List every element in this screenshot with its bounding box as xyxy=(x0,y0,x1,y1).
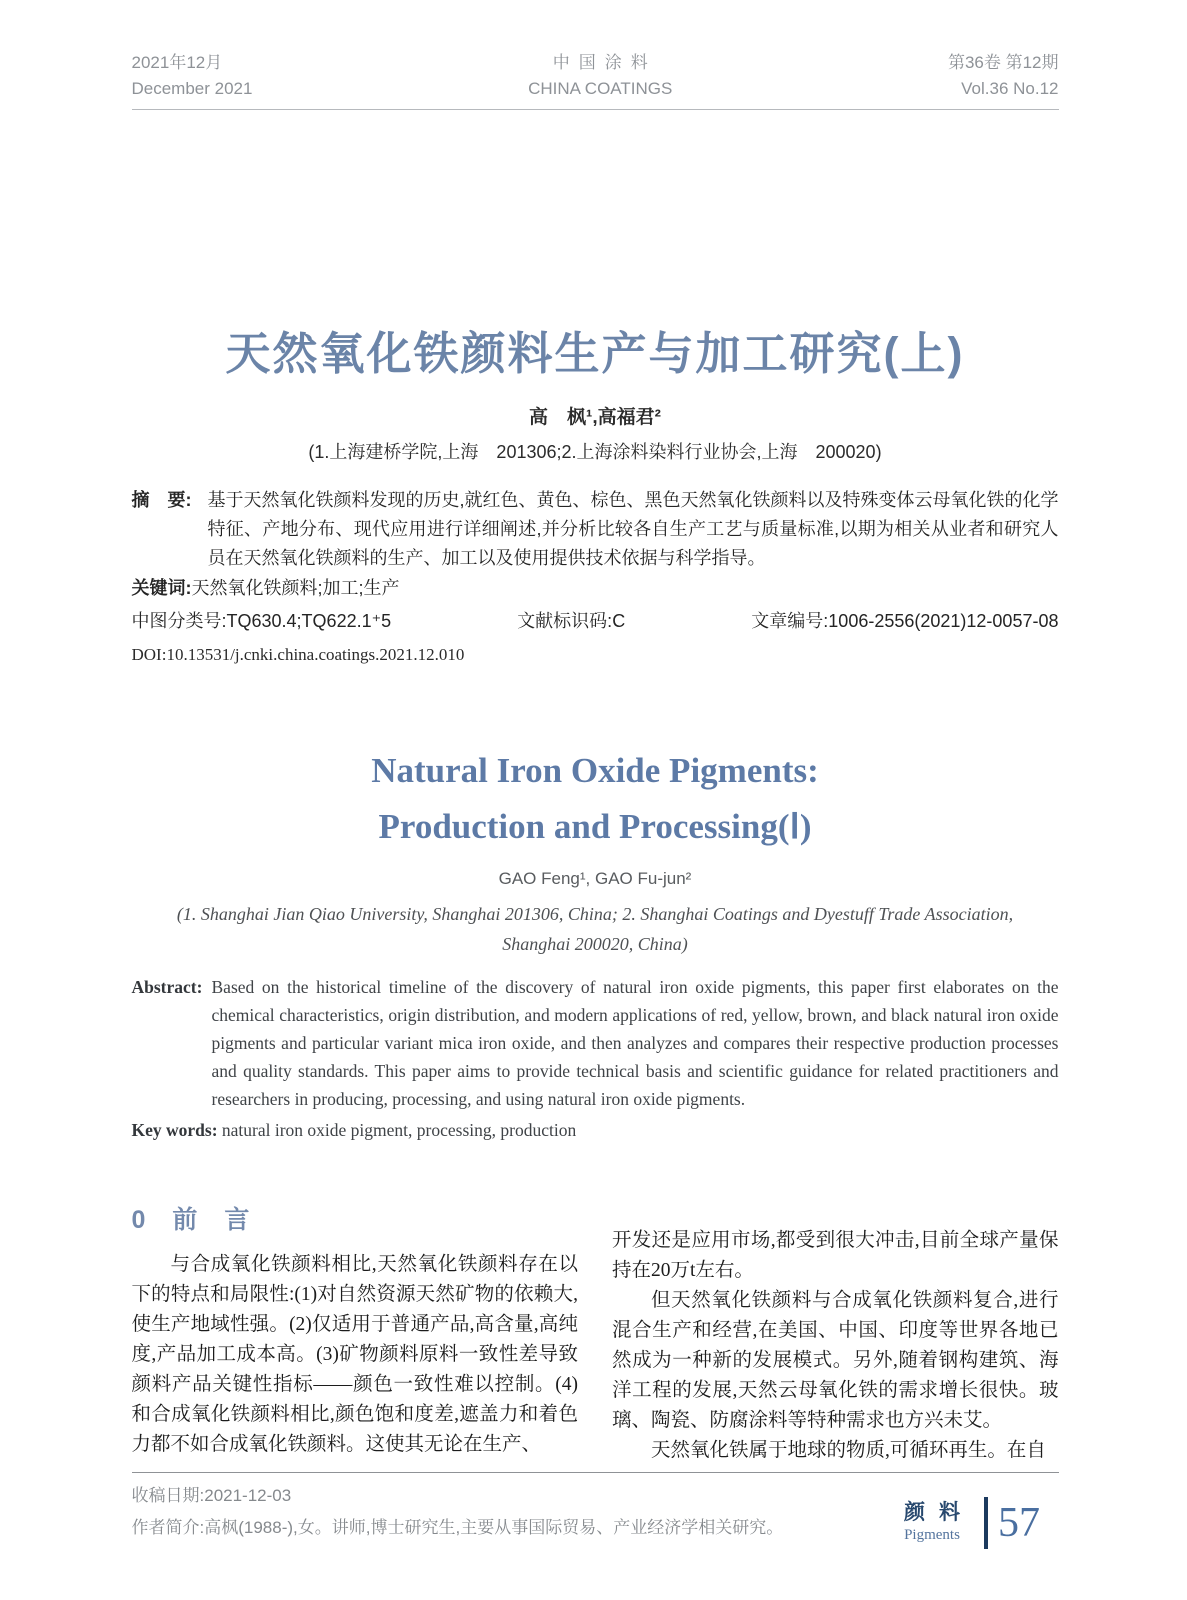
received-date-value: 2021-12-03 xyxy=(204,1486,292,1505)
document-code xyxy=(517,607,625,636)
abstract-en xyxy=(132,973,1059,1113)
article-id-value: 1006-2556(2021)12-0057-08 xyxy=(828,611,1059,631)
footnote-divider xyxy=(132,1472,1059,1473)
keywords-text-cn: 天然氧化铁颜料;加工;生产 xyxy=(191,578,400,598)
abstract-text-en: Based on the historical timeline of the discovery of natural iron oxide pigments, this paper first elaborates on the chemical characteristics, origin distribution, and modern applications of red, yellow, brown, and black natural iron oxide pigments and particular variant mica iron oxide, and then analyzes and compares their respective production processes and quality standards. This paper aims to provide technical basis and scientific guidance for related practitioners and researchers in producing, processing, and using natural iron oxide pigments. xyxy=(211,977,1059,1109)
keywords-label-en: Key words: xyxy=(131,1120,218,1140)
keywords-en xyxy=(132,1116,1059,1144)
right-column xyxy=(612,1202,1059,1466)
article-title-en-line2: Production and Processing(Ⅰ) xyxy=(378,807,812,846)
page-footer xyxy=(890,1497,1040,1549)
article-title-en xyxy=(132,743,1059,855)
clc-label: 中图分类号: xyxy=(131,611,227,631)
article-title-en-line1: Natural Iron Oxide Pigments: xyxy=(371,751,819,790)
intro-paragraph-right-2: 但天然氧化铁颜料与合成氧化铁颜料复合,进行混合生产和经营,在美国、中国、印度等世界各地已然成为一种新的发展模式。另外,随着钢构建筑、海洋工程的发展,天然云母氧化铁的需求增长很快。玻璃、陶瓷、防腐涂料等特种需求也方兴未艾。 xyxy=(612,1290,1059,1431)
authors-cn: 高 枫¹,高福君² xyxy=(529,407,661,428)
column-tag xyxy=(890,1501,984,1545)
doi: DOI:10.13531/j.cnki.china.coatings.2021.12.010 xyxy=(131,645,465,664)
intro-paragraph-left: 与合成氧化铁颜料相比,天然氧化铁颜料存在以下的特点和局限性:(1)对自然资源天然矿物的依赖大,使生产地域性强。(2)仅适用于普通产品,高含量,高纯度,产品加工成本高。(3)矿物颜料原料一致性差导致颜料产品关键性指标——颜色一致性难以控制。(4)和合成氧化铁颜料相比,颜色饱和度差,遮盖力和着色力都不如合成氧化铁颜料。这使其无论在生产、 xyxy=(131,1254,578,1455)
article-title-cn: 天然氧化铁颜料生产与加工研究(上) xyxy=(225,328,965,379)
page-number: 57 xyxy=(998,1500,1040,1546)
body-columns xyxy=(132,1202,1059,1466)
author-bio-label: 作者简介: xyxy=(131,1518,205,1537)
author-bio-value: 高枫(1988-),女。讲师,博士研究生,主要从事国际贸易、产业经济学相关研究。 xyxy=(204,1518,784,1537)
column-tag-en: Pigments xyxy=(904,1527,960,1543)
column-tag-cn: 颜料 xyxy=(904,1501,974,1524)
journal-name-cn: 中国涂料 xyxy=(552,53,657,72)
running-head-date xyxy=(132,50,253,102)
article-id-label: 文章编号: xyxy=(751,611,829,631)
clc-number xyxy=(132,607,392,636)
abstract-label-cn: 摘 要: xyxy=(131,490,192,510)
received-date-label: 收稿日期: xyxy=(131,1486,205,1505)
document-code-label: 文献标识码: xyxy=(517,611,613,631)
intro-paragraph-right-3: 天然氧化铁属于地球的物质,可循环再生。在自 xyxy=(651,1440,1046,1461)
running-head xyxy=(132,0,1059,110)
intro-paragraph-right-1: 开发还是应用市场,都受到很大冲击,目前全球产量保持在20万t左右。 xyxy=(612,1230,1059,1281)
affiliation-en: (1. Shanghai Jian Qiao University, Shanghai 201306, China; 2. Shanghai Coatings and Dyestuff Trade Association, Shanghai 200020, China) xyxy=(176,904,1014,954)
section-heading-intro: 0 前 言 xyxy=(131,1206,251,1234)
affiliation-cn: (1.上海建桥学院,上海 201306;2.上海涂料染料行业协会,上海 200020) xyxy=(308,442,882,462)
issue-en: Vol.36 No.12 xyxy=(961,79,1059,98)
keywords-label-cn: 关键词: xyxy=(131,578,192,598)
keywords-cn xyxy=(132,574,1059,603)
keywords-text-en: natural iron oxide pigment, processing, production xyxy=(221,1120,577,1140)
date-cn: 2021年12月 xyxy=(131,53,223,72)
abstract-label-en: Abstract: xyxy=(131,977,203,997)
article-id xyxy=(751,607,1058,636)
journal-name-en: CHINA COATINGS xyxy=(528,79,673,98)
abstract-text-cn: 基于天然氧化铁颜料发现的历史,就红色、黄色、棕色、黑色天然氧化铁颜料以及特殊变体云母氧化铁的化学特征、产地分布、现代应用进行详细阐述,并分析比较各自生产工艺与质量标准,以期为相关从业者和研究人员在天然氧化铁颜料的生产、加工以及使用提供技术依据与科学指导。 xyxy=(207,490,1059,568)
running-head-issue xyxy=(948,50,1059,102)
authors-en: GAO Feng¹, GAO Fu-jun² xyxy=(498,869,692,888)
page-content xyxy=(129,0,1059,1542)
issue-cn: 第36卷 第12期 xyxy=(947,53,1059,72)
clc-value: TQ630.4;TQ622.1⁺5 xyxy=(226,611,392,631)
document-code-value: C xyxy=(612,611,626,631)
date-en: December 2021 xyxy=(131,79,253,98)
left-column xyxy=(132,1202,579,1466)
running-head-journal xyxy=(528,50,672,102)
abstract-cn xyxy=(132,486,1059,573)
classification-row xyxy=(132,607,1059,636)
